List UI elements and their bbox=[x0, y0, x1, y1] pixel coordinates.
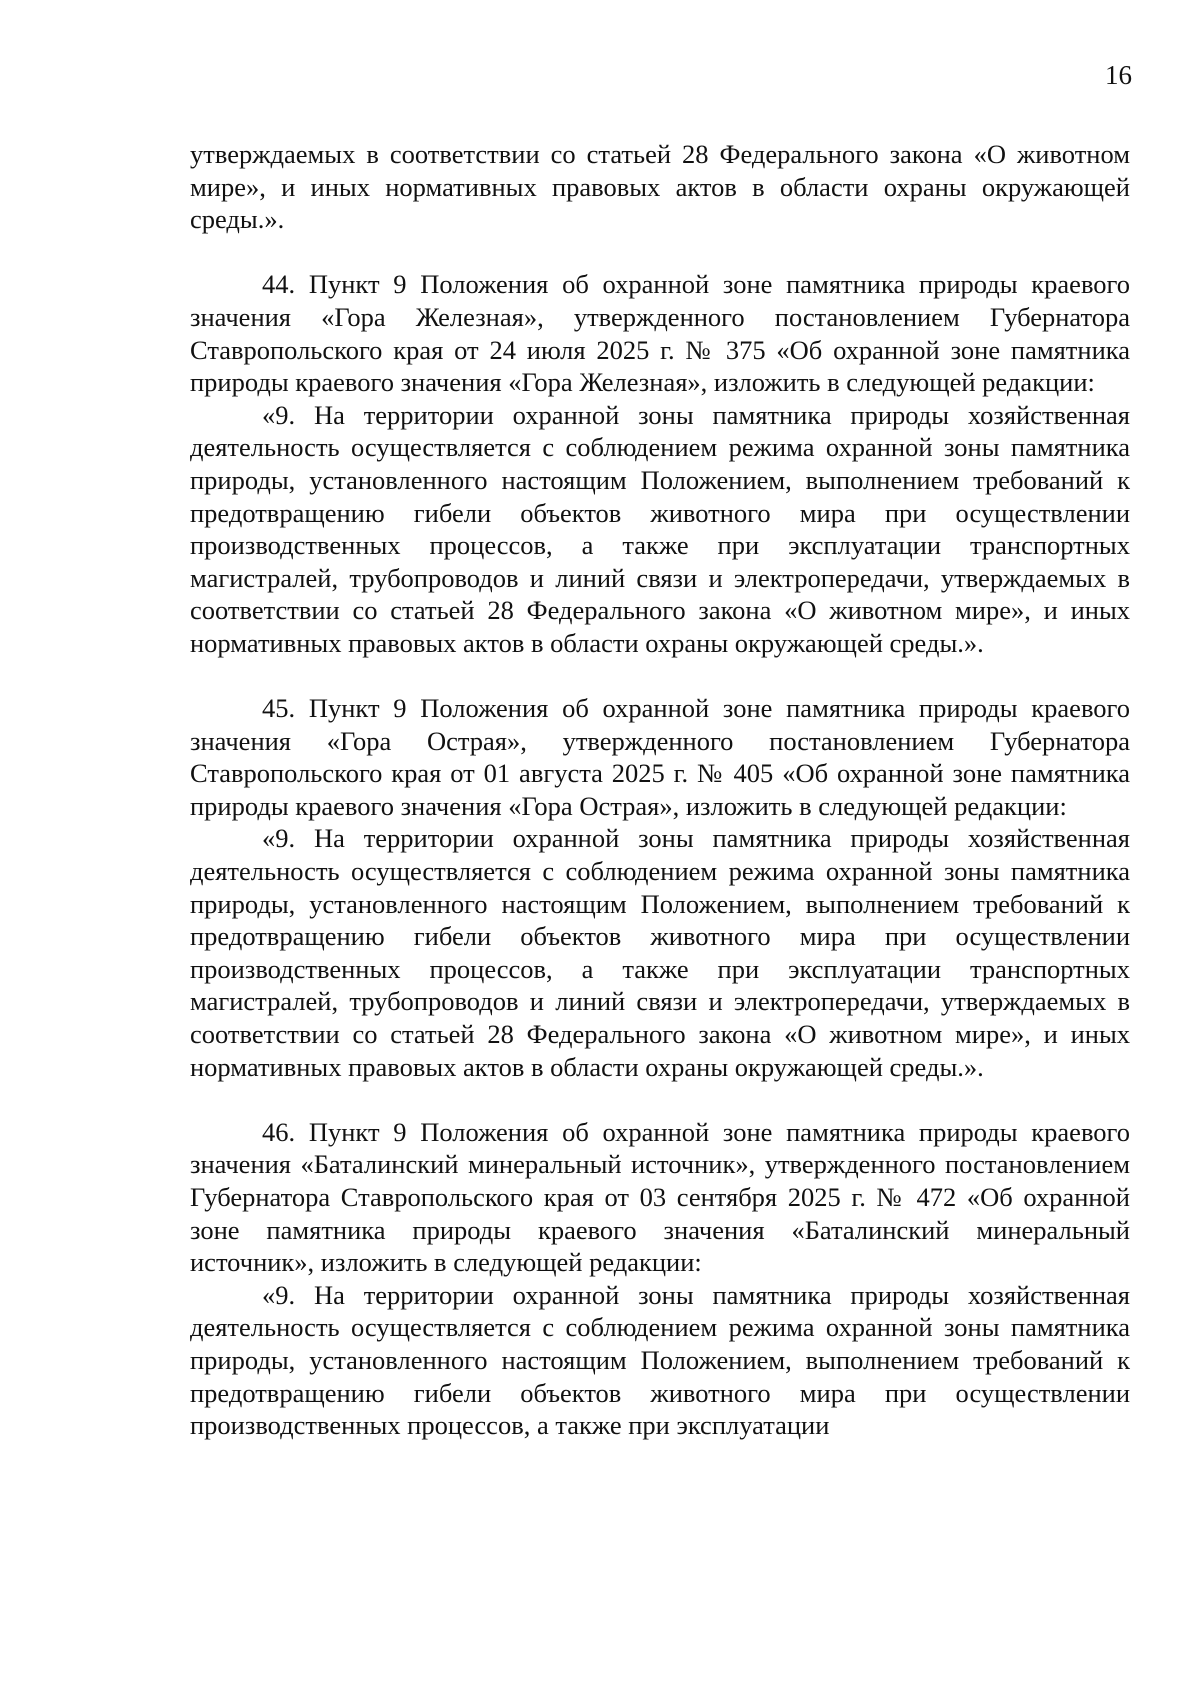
section-46 bbox=[190, 1116, 1130, 1442]
section-quote: «9. На территории охранной зоны памятника природы хозяйственная деятельность осуществляется с соблюдением режима охранной зоны памятника природы, установленного настоящим Положением, выполнением требований к предотвращению гибели объектов животного мира при осуществлении производственных процессов, а также при эксплуатации bbox=[190, 1279, 1130, 1441]
page-number: 16 bbox=[1105, 60, 1132, 90]
section-quote: «9. На территории охранной зоны памятника природы хозяйственная деятельность осуществляется с соблюдением режима охранной зоны памятника природы, установленного настоящим Положением, выполнением требований к предотвращению гибели объектов животного мира при осуществлении производственных процессов, а также при эксплуатации транспортных магистралей, трубопроводов и линий связи и электропередачи, утверждаемых в соответствии со статьей 28 Федерального закона «О животном мире», и иных нормативных правовых актов в области охраны окружающей среды.». bbox=[190, 823, 1130, 1082]
section-quote: «9. На территории охранной зоны памятника природы хозяйственная деятельность осуществляется с соблюдением режима охранной зоны памятника природы, установленного настоящим Положением, выполнением требований к предотвращению гибели объектов животного мира при осуществлении производственных процессов, а также при эксплуатации транспортных магистралей, трубопроводов и линий связи и электропередачи, утверждаемых в соответствии со статьей 28 Федерального закона «О животном мире», и иных нормативных правовых актов в области охраны окружающей среды.». bbox=[190, 399, 1130, 658]
section-heading: 44. Пункт 9 Положения об охранной зоне памятника природы краевого значения «Гора Железная», утвержденного постановлением Губернатора Ставропольского края от 24 июля 2025 г. № 375 «Об охранной зоне памятника природы краевого значения «Гора Железная», изложить в следующей редакции: bbox=[190, 269, 1130, 398]
section-heading: 46. Пункт 9 Положения об охранной зоне памятника природы краевого значения «Баталинский минеральный источник», утвержденного постановлением Губернатора Ставропольского края от 03 сентября 2025 г. № 472 «Об охранной зоне памятника природы краевого значения «Баталинский минеральный источник», изложить в следующей редакции: bbox=[190, 1116, 1130, 1278]
document-body bbox=[190, 138, 1130, 1442]
section-45 bbox=[190, 692, 1130, 1083]
section-44 bbox=[190, 268, 1130, 659]
section-heading: 45. Пункт 9 Положения об охранной зоне памятника природы краевого значения «Гора Острая», утвержденного постановлением Губернатора Ставропольского края от 01 августа 2025 г. № 405 «Об охранной зоне памятника природы краевого значения «Гора Острая», изложить в следующей редакции: bbox=[190, 693, 1130, 821]
intro-paragraph: утверждаемых в соответствии со статьей 28 Федерального закона «О животном мире», и иных нормативных правовых актов в области охраны окружающей среды.». bbox=[190, 139, 1130, 235]
